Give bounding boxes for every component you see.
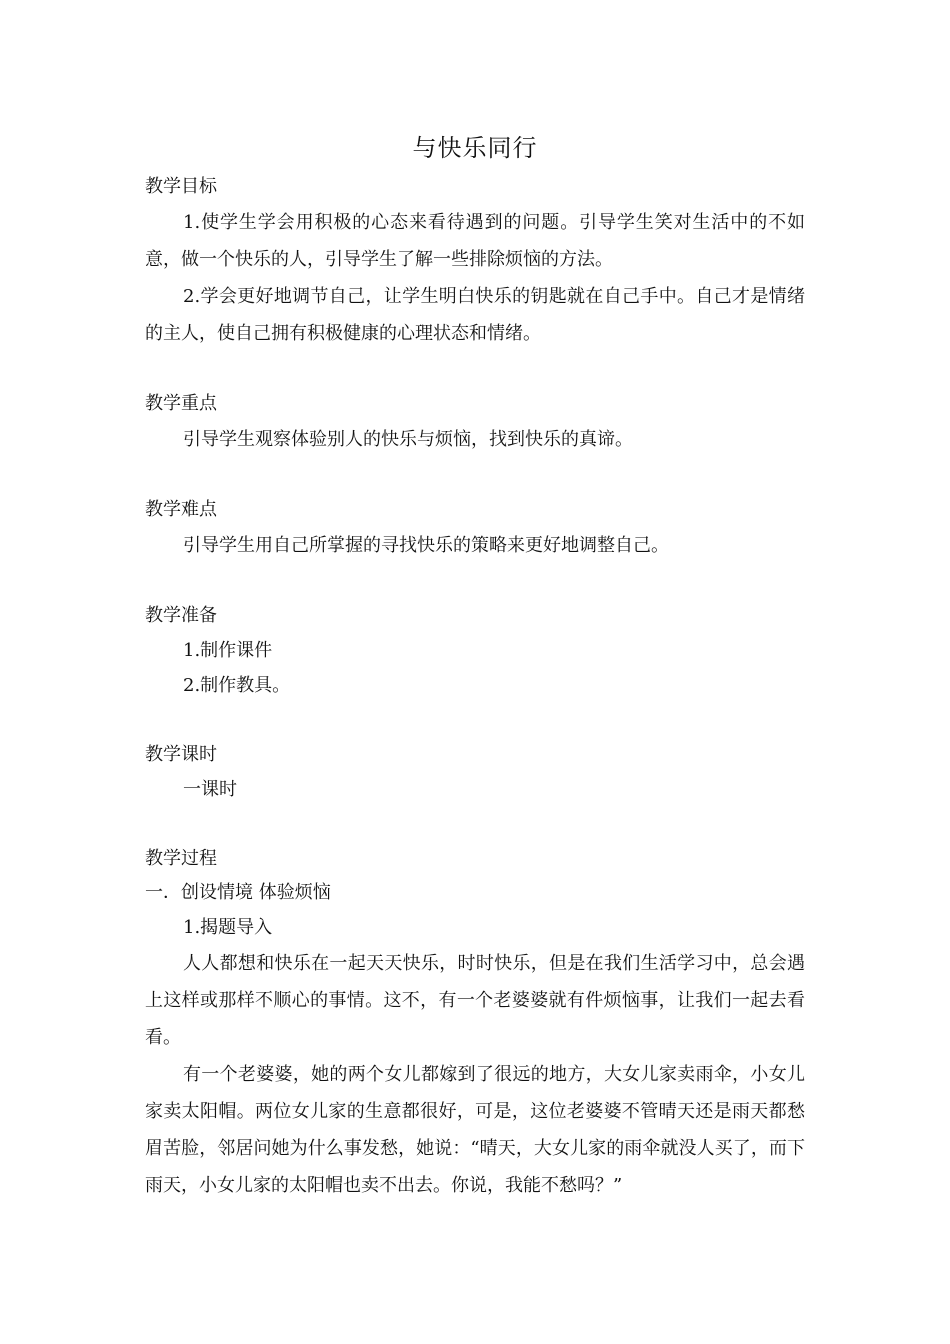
spacer bbox=[145, 458, 805, 493]
goals-heading: 教学目标 bbox=[145, 176, 217, 197]
key-points-heading: 教学重点 bbox=[145, 393, 217, 414]
goals-paragraph-1: 1.使学生学会用积极的心态来看待遇到的问题。引导学生笑对生活中的不如意，做一个快乐的人，引导学生了解一些排除烦恼的方法。 bbox=[145, 212, 805, 270]
preparation-heading: 教学准备 bbox=[145, 605, 217, 626]
section-hours bbox=[145, 738, 805, 807]
section-preparation bbox=[145, 599, 805, 703]
process-step-1: 1.揭题导入 bbox=[183, 917, 273, 938]
document-body bbox=[145, 170, 805, 1204]
spacer bbox=[145, 703, 805, 738]
hours-text: 一课时 bbox=[183, 779, 237, 800]
process-section-1: 一．创设情境 体验烦恼 bbox=[145, 882, 331, 903]
goals-paragraph-2: 2.学会更好地调节自己，让学生明白快乐的钥匙就在自己手中。自己才是情绪的主人，使自己拥有积极健康的心理状态和情绪。 bbox=[145, 286, 805, 344]
key-points-text: 引导学生观察体验别人的快乐与烦恼，找到快乐的真谛。 bbox=[183, 429, 633, 450]
spacer bbox=[145, 807, 805, 842]
section-difficulties bbox=[145, 493, 805, 564]
spacer bbox=[145, 564, 805, 599]
process-paragraph-1: 人人都想和快乐在一起天天快乐，时时快乐，但是在我们生活学习中，总会遇上这样或那样不顺心的事情。这不，有一个老婆婆就有件烦恼事，让我们一起去看看。 bbox=[145, 953, 805, 1048]
section-process bbox=[145, 842, 805, 1204]
section-key-points bbox=[145, 387, 805, 458]
hours-heading: 教学课时 bbox=[145, 744, 217, 765]
process-heading: 教学过程 bbox=[145, 848, 217, 869]
document-title: 与快乐同行 bbox=[412, 134, 538, 162]
process-paragraph-2: 有一个老婆婆，她的两个女儿都嫁到了很远的地方，大女儿家卖雨伞，小女儿家卖太阳帽。两位女儿家的生意都很好，可是，这位老婆婆不管晴天还是雨天都愁眉苦脸，邻居问她为什么事发愁，她说：“晴天，大女儿家的雨伞就没人买了，而下雨天，小女儿家的太阳帽也卖不出去。你说，我能不愁吗？” bbox=[145, 1064, 805, 1196]
section-goals bbox=[145, 170, 805, 352]
preparation-item-1: 1.制作课件 bbox=[183, 640, 273, 661]
spacer bbox=[145, 352, 805, 387]
difficulties-text: 引导学生用自己所掌握的寻找快乐的策略来更好地调整自己。 bbox=[183, 535, 669, 556]
difficulties-heading: 教学难点 bbox=[145, 499, 217, 520]
preparation-item-2: 2.制作教具。 bbox=[183, 675, 291, 696]
